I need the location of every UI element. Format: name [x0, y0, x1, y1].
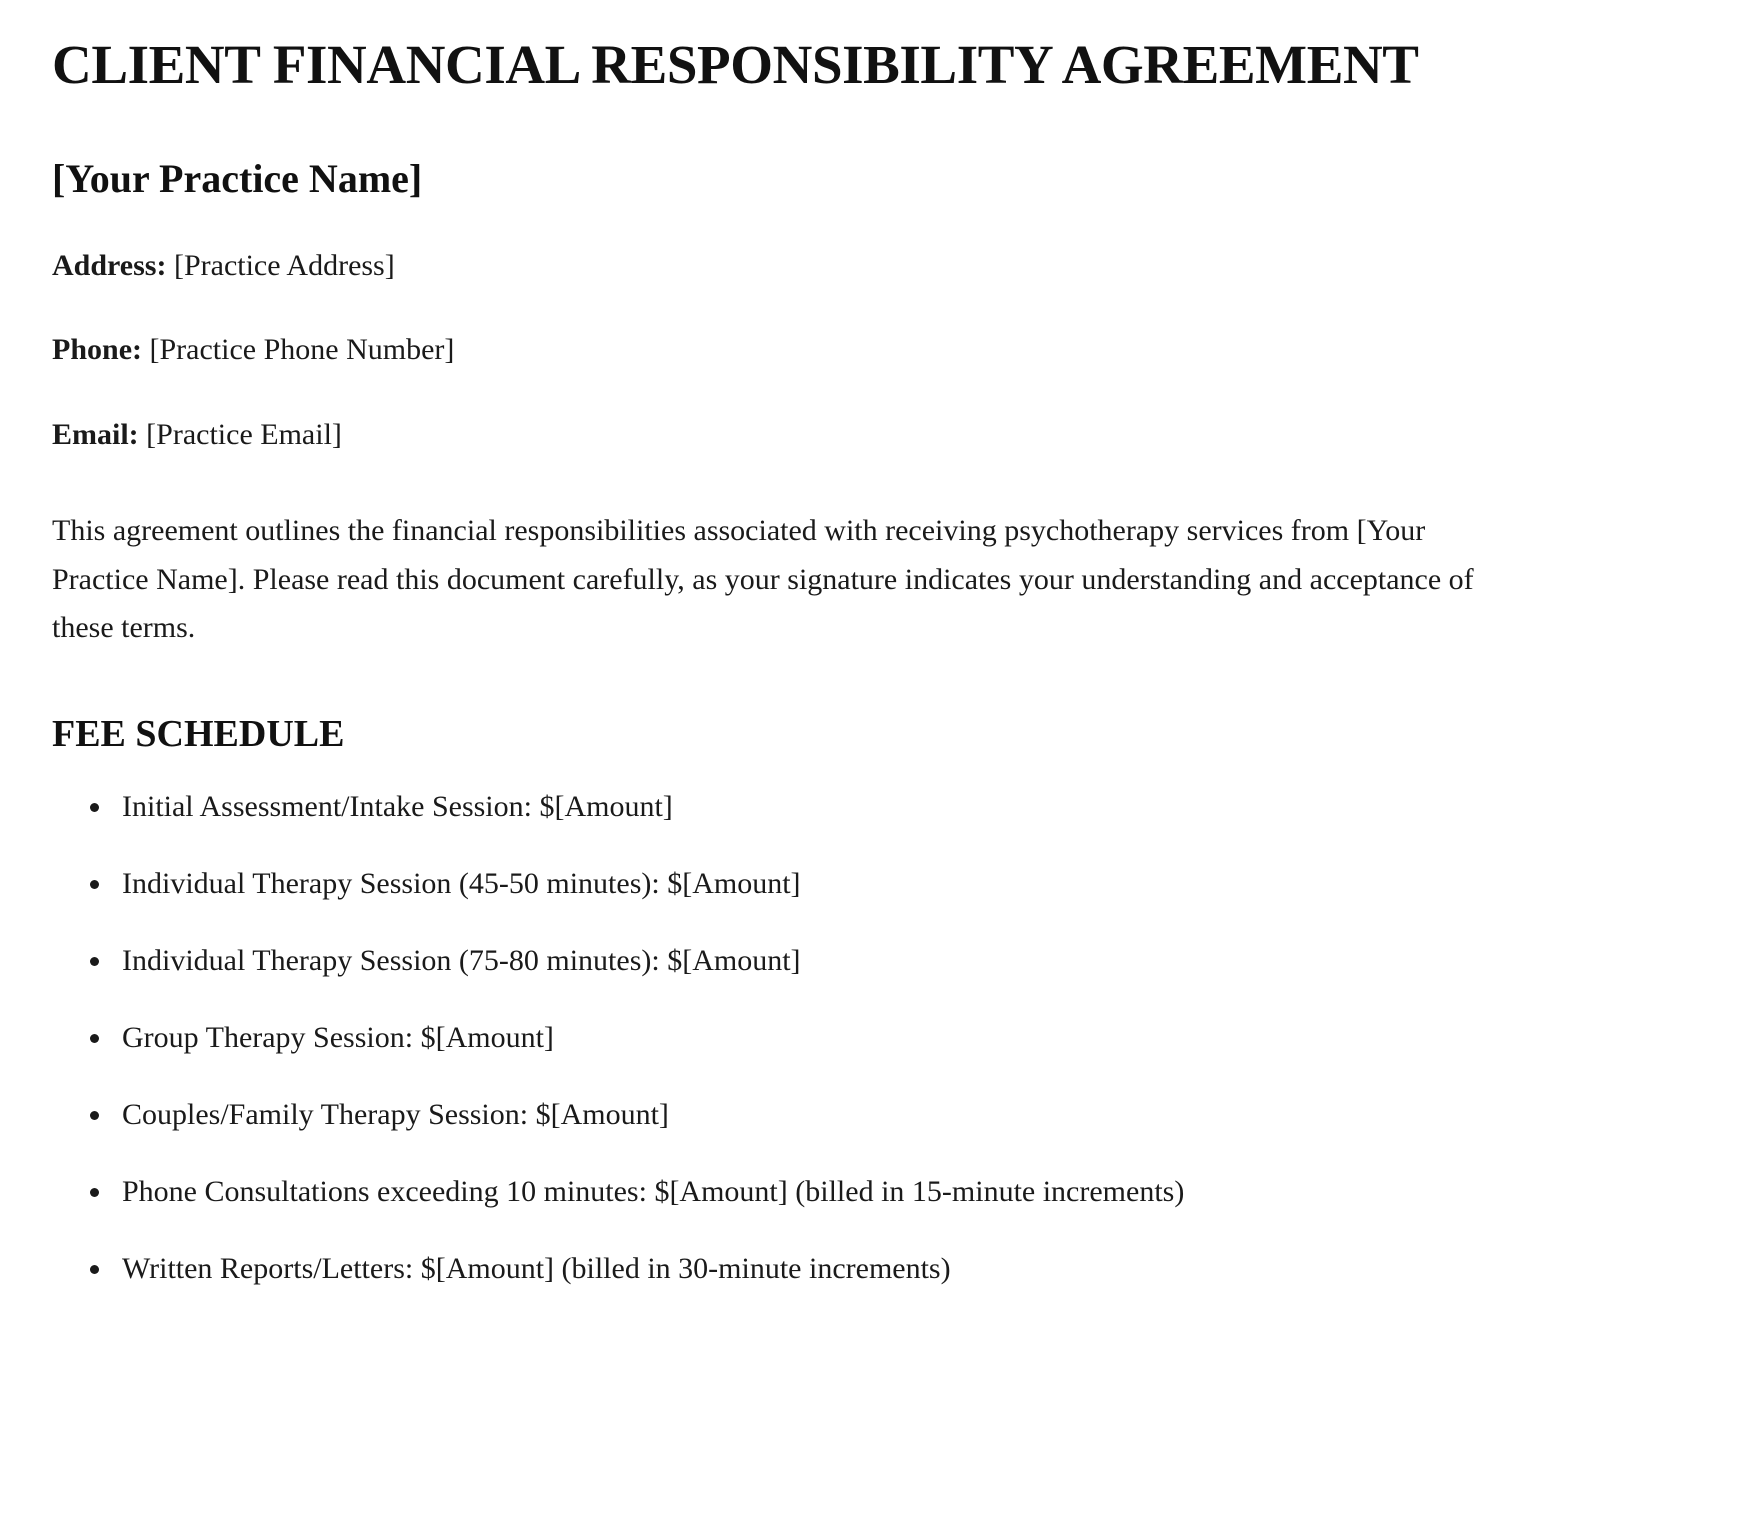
fee-item-label: Group Therapy Session: $[Amount] — [122, 1020, 554, 1054]
contact-email-label: Email: — [52, 417, 139, 451]
page-title: CLIENT FINANCIAL RESPONSIBILITY AGREEMENT — [52, 34, 1419, 95]
list-item — [52, 864, 1704, 903]
intro-paragraph: This agreement outlines the financial responsibilities associated with receiving psychotherapy services from [Your Practice Name]. Please read this document carefully, as your signature indicates your understanding and acceptance of these terms. — [52, 514, 1474, 645]
bullet-icon — [90, 1265, 99, 1274]
fee-item-label: Phone Consultations exceeding 10 minutes: $[Amount] (billed in 15-minute increments) — [122, 1174, 1185, 1208]
contact-address-line — [52, 246, 1704, 287]
list-item — [52, 787, 1704, 826]
bullet-icon — [90, 803, 99, 812]
bullet-icon — [90, 1034, 99, 1043]
list-item — [52, 1095, 1704, 1134]
contact-phone-label: Phone: — [52, 333, 142, 367]
practice-name-heading: [Your Practice Name] — [52, 155, 423, 201]
bullet-icon — [90, 1188, 99, 1197]
list-item — [52, 1249, 1704, 1288]
bullet-icon — [90, 1111, 99, 1120]
bullet-icon — [90, 957, 99, 966]
contact-email-value: [Practice Email] — [146, 417, 342, 451]
contact-phone-value: [Practice Phone Number] — [149, 333, 455, 367]
list-item — [52, 1018, 1704, 1057]
fee-item-label: Individual Therapy Session (45-50 minutes): $[Amount] — [122, 866, 801, 900]
fee-item-label: Initial Assessment/Intake Session: $[Amount] — [122, 789, 673, 823]
fee-item-label: Written Reports/Letters: $[Amount] (billed in 30-minute increments) — [122, 1251, 951, 1285]
list-item — [52, 941, 1704, 980]
list-item — [52, 1172, 1704, 1211]
contact-phone-line — [52, 330, 1704, 371]
fee-item-label: Couples/Family Therapy Session: $[Amount] — [122, 1097, 669, 1131]
contact-address-label: Address: — [52, 248, 167, 282]
fee-schedule-heading: FEE SCHEDULE — [52, 712, 345, 755]
bullet-icon — [90, 880, 99, 889]
fee-schedule-list — [52, 787, 1704, 1288]
contact-address-value: [Practice Address] — [173, 248, 395, 282]
fee-item-label: Individual Therapy Session (75-80 minutes): $[Amount] — [122, 943, 801, 977]
contact-email-line — [52, 415, 1704, 456]
